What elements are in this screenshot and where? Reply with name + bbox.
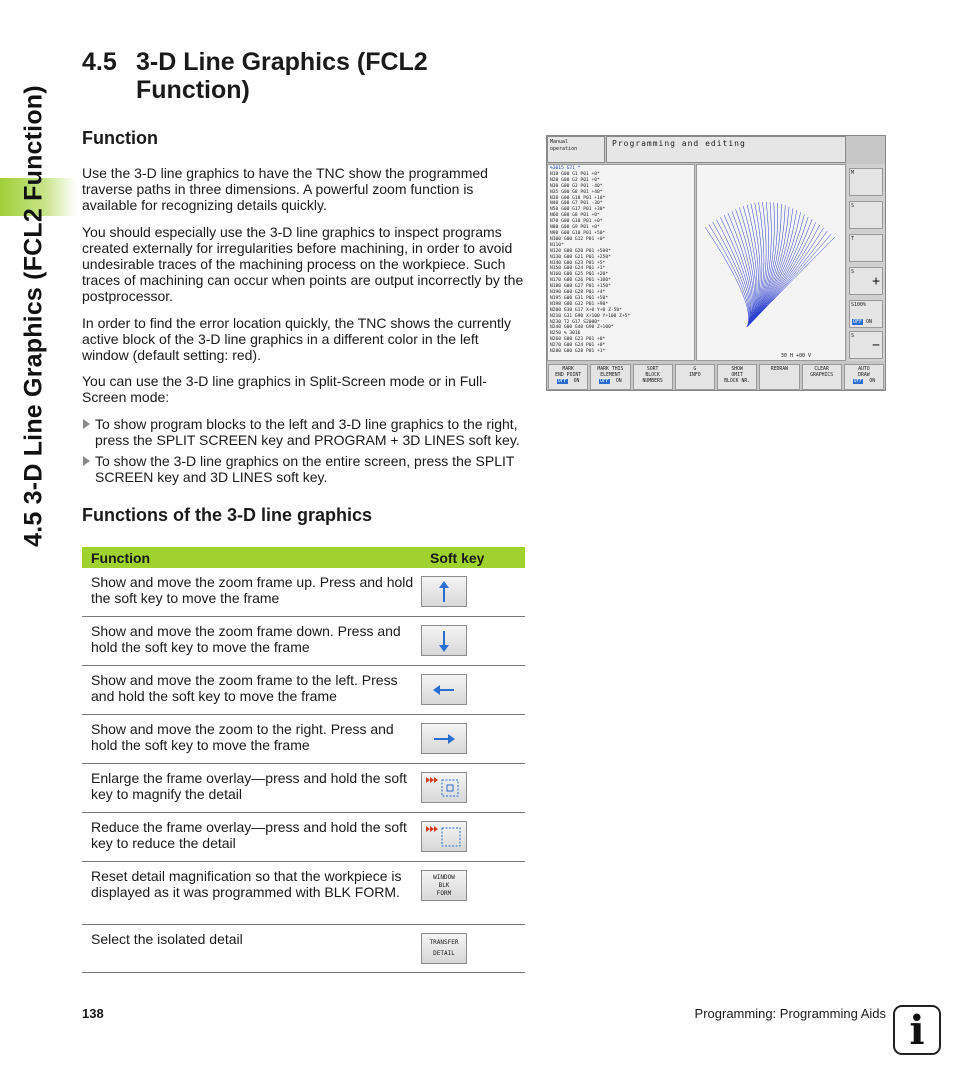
zoom-right-softkey[interactable] bbox=[421, 723, 467, 754]
softkey-label: GRAPHICS bbox=[810, 373, 834, 378]
softkey-label: AUTO bbox=[858, 367, 870, 372]
program-line: N140 G00 G23 P01 +5* bbox=[550, 260, 606, 266]
reduce-frame-softkey[interactable] bbox=[421, 821, 467, 852]
tool-path-line bbox=[747, 237, 835, 327]
softkey-label: CLEAR bbox=[814, 367, 829, 372]
program-line: N80 G00 G9 P01 +0* bbox=[550, 225, 600, 231]
minus-icon: − bbox=[872, 338, 880, 353]
softkey-label: REDRAW bbox=[770, 367, 789, 372]
softkey-label: G bbox=[693, 367, 697, 372]
table-row bbox=[82, 568, 525, 617]
program-line: N20 G00 G2 P01 +0* bbox=[550, 177, 600, 183]
softkey[interactable] bbox=[844, 364, 884, 390]
paragraph: In order to find the error location quickly, the TNC shows the currently active block of the 3-D line graphics in a different color in the left window (default setting: red). bbox=[82, 314, 512, 364]
softkey-label: MARK bbox=[562, 367, 574, 372]
program-line: N195 G00 G31 P01 +50* bbox=[550, 295, 609, 301]
table-row bbox=[82, 925, 525, 973]
program-line: N270 G00 G24 P01 +0* bbox=[550, 343, 606, 349]
program-line: N150 G00 G24 P01 +1* bbox=[550, 266, 606, 272]
program-line: N260 G00 G23 P01 +0* bbox=[550, 337, 606, 343]
table-row bbox=[82, 813, 525, 862]
program-line: N50 G00 G17 P01 +30* bbox=[550, 207, 606, 213]
table-row bbox=[82, 764, 525, 813]
softkey[interactable] bbox=[548, 364, 588, 390]
coordinate-readout: 30 H +00 V bbox=[780, 353, 811, 359]
side-key-s[interactable]: S bbox=[849, 201, 883, 229]
arrow-left-icon bbox=[433, 683, 455, 697]
program-line: N180 G00 G27 P01 +150* bbox=[550, 284, 611, 290]
program-line: N70 G00 G10 P01 +0* bbox=[550, 219, 603, 225]
function-description: Reset detail magnification so that the workpiece is displayed as it was programmed with BLK FORM. bbox=[82, 862, 421, 925]
softkey-label: DRAW bbox=[858, 373, 870, 378]
table-row bbox=[82, 862, 525, 925]
paragraph: You should especially use the 3-D line graphics to inspect programs created externally for irregularities before machining, in order to avoid undesirable traces of the machining process on the workpiece. Such traces of machining can occur when points are output incorrectly by the postprocessor. bbox=[82, 223, 524, 305]
program-line: N198 G00 G32 P01 +90* bbox=[550, 301, 609, 307]
table-header-row bbox=[82, 547, 525, 568]
side-key-t[interactable]: T bbox=[849, 234, 883, 262]
section-heading-function: Function bbox=[82, 128, 158, 148]
program-line: N190 G00 G28 P01 +4* bbox=[550, 290, 606, 296]
function-description: Show and move the zoom frame to the left. Press and hold the soft key to move the frame bbox=[82, 666, 421, 715]
side-key-m[interactable]: M bbox=[849, 168, 883, 196]
softkey-label: SORT bbox=[646, 367, 659, 372]
info-icon: i bbox=[893, 1005, 941, 1055]
softkey[interactable] bbox=[802, 364, 842, 390]
tool-path-line bbox=[705, 227, 749, 327]
softkey-label: BLOCK NR. bbox=[724, 379, 751, 384]
program-line: N90 G00 G10 P01 +50* bbox=[550, 230, 606, 236]
program-line: N10 G00 G1 P01 +0* bbox=[550, 171, 600, 177]
table-row bbox=[82, 617, 525, 666]
program-window bbox=[547, 164, 695, 361]
column-header-function: Function bbox=[82, 547, 421, 568]
page-title bbox=[82, 48, 502, 104]
plus-icon: + bbox=[872, 274, 880, 289]
softkey-label: SHOW bbox=[731, 367, 743, 372]
program-line: N120 G00 G20 P01 +500* bbox=[550, 248, 611, 254]
softkey-toggle: OFF ON bbox=[853, 379, 876, 384]
softkey[interactable] bbox=[759, 364, 799, 390]
side-running-title: 4.5 3-D Line Graphics (FCL2 Function) bbox=[19, 85, 48, 547]
function-description: Select the isolated detail bbox=[82, 925, 421, 973]
softkey[interactable] bbox=[633, 364, 673, 390]
zoom-out-icon bbox=[424, 824, 464, 850]
title-line-1: 3-D Line Graphics (FCL2 bbox=[136, 48, 428, 76]
window-blk-form-softkey[interactable]: WINDOW BLK FORM bbox=[421, 870, 467, 901]
program-line: N280 G00 G28 P01 +1* bbox=[550, 349, 606, 355]
bullet-item: To show program blocks to the left and 3-D line graphics to the right, press the SPLIT SCREEN key and PROGRAM + 3D LINES soft key. bbox=[82, 416, 527, 448]
program-line: N230 T2 G17 S2000* bbox=[550, 319, 600, 325]
section-number: 4.5 bbox=[82, 48, 117, 76]
function-description: Show and move the zoom to the right. Press and hold the soft key to move the frame bbox=[82, 715, 421, 764]
page-number: 138 bbox=[82, 1006, 104, 1021]
vertical-softkey-bar bbox=[847, 164, 885, 361]
horizontal-softkey-row bbox=[547, 364, 885, 390]
program-line: N110* bbox=[550, 242, 564, 248]
softkey-toggle: OFF ON bbox=[557, 379, 580, 384]
paragraph: Use the 3-D line graphics to have the TNC show the programmed traverse paths in three dimensions. A powerful zoom function is available for recognizing details quickly. bbox=[82, 165, 488, 214]
program-line: N210 G31 G90 X+100 Y+100 Z+5* bbox=[550, 313, 631, 319]
function-description: Show and move the zoom frame down. Press and hold the soft key to move the frame bbox=[82, 617, 421, 666]
program-line: N250 % 3016 bbox=[550, 331, 581, 337]
tool-path-line bbox=[709, 225, 749, 328]
program-line: N38 G00 G18 P01 +10* bbox=[550, 195, 606, 201]
zoom-down-softkey[interactable] bbox=[421, 625, 467, 656]
softkey-label: INFO bbox=[689, 373, 701, 378]
softkey-label: MARK THIS bbox=[597, 367, 624, 372]
title-line-2: Function) bbox=[136, 76, 250, 104]
zoom-left-softkey[interactable] bbox=[421, 674, 467, 705]
softkey-label: END POINT bbox=[555, 373, 582, 378]
function-description: Enlarge the frame overlay—press and hold the soft key to magnify the detail bbox=[82, 764, 421, 813]
softkey[interactable] bbox=[590, 364, 630, 390]
program-line: N130 G00 G21 P01 +250* bbox=[550, 254, 611, 260]
program-line: N40 G00 G7 P01 -30* bbox=[550, 201, 603, 207]
arrow-down-icon bbox=[437, 630, 451, 652]
program-line: N60 G00 G8 P01 +0* bbox=[550, 213, 600, 219]
line-graphics-window bbox=[696, 164, 846, 361]
program-line: N30 G00 G3 P01 -40* bbox=[550, 183, 603, 189]
arrow-right-icon bbox=[433, 732, 455, 746]
softkey[interactable] bbox=[675, 364, 715, 390]
function-description: Show and move the zoom frame up. Press and hold the soft key to move the frame bbox=[82, 568, 421, 617]
function-description: Reduce the frame overlay—press and hold the soft key to reduce the detail bbox=[82, 813, 421, 862]
softkey-label: OMIT bbox=[731, 373, 743, 378]
bullet-item: To show the 3-D line graphics on the entire screen, press the SPLIT SCREEN key and 3D LINES soft key. bbox=[82, 453, 527, 485]
section-heading-functions-3d: Functions of the 3-D line graphics bbox=[82, 505, 373, 525]
softkey-toggle: OFF ON bbox=[600, 379, 622, 384]
table-row bbox=[82, 715, 525, 764]
paragraph: You can use the 3-D line graphics in Split-Screen mode or in Full-Screen mode: bbox=[82, 373, 487, 406]
function-body bbox=[82, 165, 527, 490]
enlarge-frame-softkey[interactable] bbox=[421, 772, 467, 803]
3d-line-graphic bbox=[697, 165, 845, 360]
column-header-softkey: Soft key bbox=[421, 547, 525, 568]
program-line: N240 G00 G40 G90 Z+100* bbox=[550, 325, 614, 331]
softkey-label: BLOCK bbox=[645, 373, 660, 378]
program-line: N200 G30 G17 X+0 Y+0 Z-50* bbox=[550, 307, 622, 313]
softkey-label: NUMBERS bbox=[642, 379, 663, 384]
program-line: N170 G00 G26 P01 +100* bbox=[550, 278, 611, 284]
program-line: N160 G00 G25 P01 +20* bbox=[550, 272, 609, 278]
side-key-s-minus[interactable]: S − bbox=[849, 331, 883, 359]
softkey-function-table bbox=[82, 547, 525, 973]
transfer-detail-softkey[interactable]: TRANSFER DETAIL bbox=[421, 933, 467, 964]
softkey[interactable] bbox=[717, 364, 757, 390]
program-line: N100 G00 G12 P01 +0* bbox=[550, 236, 606, 242]
table-row bbox=[82, 666, 525, 715]
side-key-s100[interactable]: S100% OFF ON bbox=[849, 300, 883, 328]
arrow-up-icon bbox=[437, 581, 451, 603]
mode-indicator-main: Programming and editing bbox=[606, 136, 846, 163]
softkey-label: ELEMENT bbox=[600, 373, 621, 378]
program-line: N35 G00 G8 P01 +40* bbox=[550, 189, 603, 195]
side-key-s-plus[interactable]: S + bbox=[849, 267, 883, 295]
mode-indicator-small: Manual operation bbox=[547, 136, 605, 163]
program-line: %3015 G71 * bbox=[550, 166, 581, 171]
zoom-up-softkey[interactable] bbox=[421, 576, 467, 607]
zoom-in-icon bbox=[424, 775, 464, 801]
footer-chapter: Programming: Programming Aids bbox=[694, 1006, 886, 1021]
tnc-screenshot bbox=[546, 135, 886, 391]
